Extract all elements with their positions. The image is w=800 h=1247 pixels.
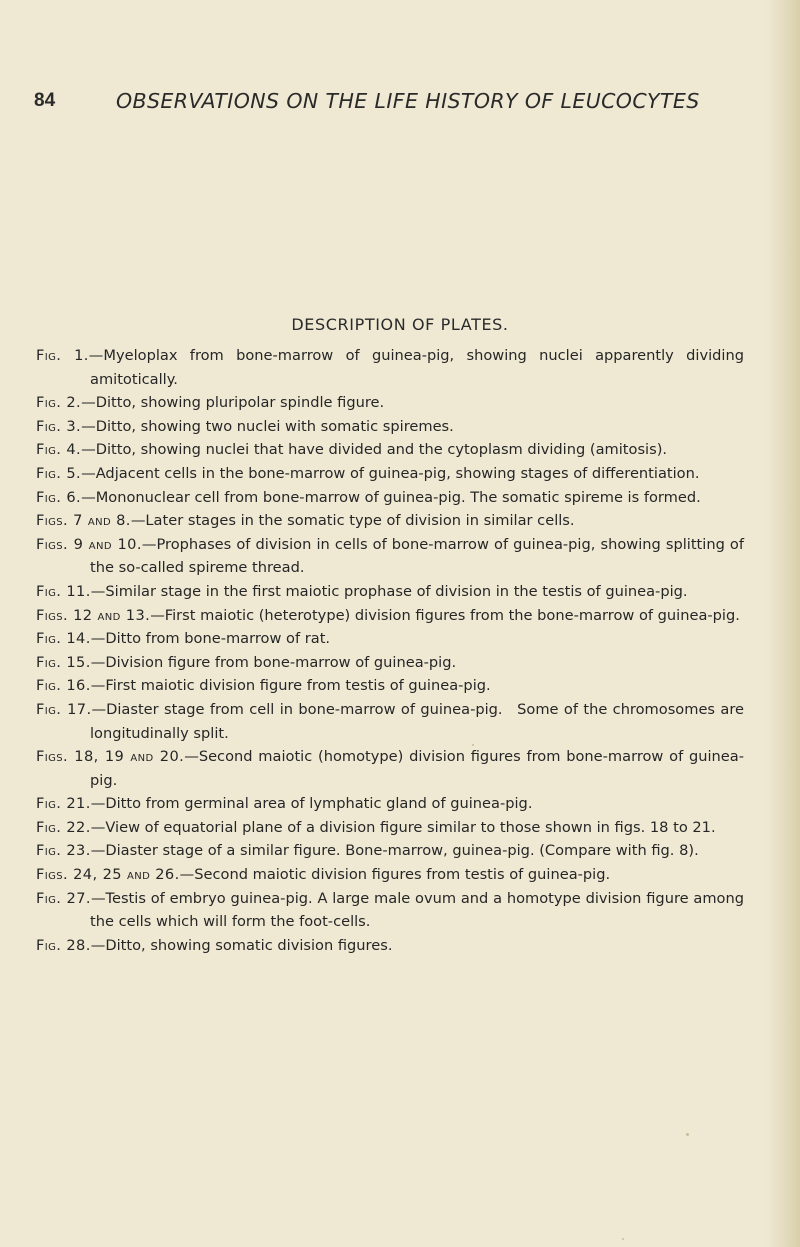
caption-figs-7-8 <box>36 509 744 533</box>
caption-label: Fig. 17. <box>36 700 92 718</box>
caption-figs-12-13 <box>36 604 744 628</box>
caption-fig-17 <box>36 698 744 745</box>
caption-label: Fig. 11. <box>36 582 91 600</box>
caption-text: —Division figure from bone-marrow of guinea-pig. <box>90 653 457 671</box>
page-number: 84 <box>34 90 56 111</box>
caption-text: —Ditto from germinal area of lymphatic gland of guinea-pig. <box>90 795 533 813</box>
caption-fig-2 <box>36 391 744 415</box>
caption-label: Fig. 21. <box>36 795 91 813</box>
caption-fig-27 <box>36 887 744 934</box>
caption-label: Fig. 1. <box>36 347 89 364</box>
paper-speck <box>472 744 474 746</box>
paper-speck <box>622 1238 624 1240</box>
caption-text: —Ditto from bone-marrow of rat. <box>90 630 331 648</box>
caption-text: —Myeloplax from bone-marrow of guinea-pig, showing nuclei apparently dividing amitotically. <box>88 347 744 388</box>
caption-figs-24-26 <box>36 863 744 887</box>
plate-captions-list <box>36 344 744 957</box>
caption-fig-21 <box>36 792 744 816</box>
caption-fig-1 <box>36 344 744 391</box>
caption-label: Fig. 2. <box>36 394 82 412</box>
caption-text: —Adjacent cells in the bone-marrow of guinea-pig, showing stages of differentiation. <box>81 464 700 482</box>
caption-text: —Diaster stage from cell in bone-marrow of guinea-pig. Some of the chromosomes are longitudinally split. <box>90 700 744 742</box>
caption-text: —Prophases of division in cells of bone-marrow of guinea-pig, showing splitting of the so-called spireme thread. <box>90 535 744 577</box>
caption-text: —Diaster stage of a similar figure. Bone-marrow, guinea-pig. (Compare with fig. 8). <box>90 842 699 860</box>
section-title: DESCRIPTION OF PLATES. <box>291 315 509 334</box>
caption-label: Fig. 15. <box>36 653 91 671</box>
caption-fig-28 <box>36 934 744 958</box>
caption-fig-5 <box>36 462 744 486</box>
caption-label: Fig. 23. <box>36 842 91 860</box>
caption-label: Figs. 12 and 13. <box>36 606 151 624</box>
caption-text: —Similar stage in the first maiotic prophase of division in the testis of guinea-pig. <box>90 582 688 600</box>
caption-fig-14 <box>36 627 744 651</box>
caption-figs-9-10 <box>36 533 744 580</box>
caption-label: Fig. 14. <box>36 630 91 648</box>
caption-text: —View of equatorial plane of a division figure similar to those shown in figs. 18 to 21. <box>90 818 716 836</box>
caption-text: —First maiotic (heterotype) division figures from the bone-marrow of guinea-pig. <box>150 606 740 624</box>
caption-text: —Ditto, showing nuclei that have divided and the cytoplasm dividing (amitosis). <box>81 441 668 459</box>
caption-fig-6 <box>36 486 744 510</box>
caption-text: —First maiotic division figure from testis of guinea-pig. <box>90 677 491 695</box>
caption-fig-11 <box>36 580 744 604</box>
caption-fig-4 <box>36 438 744 462</box>
running-head: OBSERVATIONS ON THE LIFE HISTORY OF LEUCOCYTES <box>116 89 700 113</box>
caption-label: Figs. 7 and 8. <box>36 512 131 530</box>
caption-label: Fig. 4. <box>36 441 82 459</box>
page-edge-shadow <box>766 0 800 1247</box>
caption-figs-18-20 <box>36 745 744 792</box>
paper-speck <box>686 1133 689 1136</box>
caption-label: Figs. 24, 25 and 26. <box>36 866 180 884</box>
caption-fig-15 <box>36 651 744 675</box>
caption-label: Fig. 5. <box>36 464 82 482</box>
caption-text: —Second maiotic division figures from testis of guinea-pig. <box>179 866 611 884</box>
caption-text: —Ditto, showing pluripolar spindle figure. <box>81 394 385 412</box>
caption-text: —Testis of embryo guinea-pig. A large male ovum and a homotype division figure among the cells which will form the foot-cells. <box>90 889 745 931</box>
caption-text: —Ditto, showing somatic division figures. <box>90 936 393 954</box>
caption-label: Fig. 16. <box>36 677 91 695</box>
caption-text: —Ditto, showing two nuclei with somatic spiremes. <box>81 417 454 435</box>
caption-fig-16 <box>36 674 744 698</box>
caption-label: Fig. 22. <box>36 818 91 836</box>
caption-text: —Mononuclear cell from bone-marrow of guinea-pig. The somatic spireme is formed. <box>81 488 701 506</box>
caption-label: Fig. 3. <box>36 417 82 435</box>
caption-text: —Later stages in the somatic type of division in similar cells. <box>130 512 575 530</box>
caption-fig-3 <box>36 415 744 439</box>
caption-fig-22 <box>36 816 744 840</box>
page-header <box>0 90 800 120</box>
caption-label: Fig. 6. <box>36 488 82 506</box>
caption-label: Fig. 27. <box>36 889 91 907</box>
caption-label: Figs. 9 and 10. <box>36 535 142 553</box>
caption-label: Figs. 18, 19 and 20. <box>36 748 185 766</box>
caption-label: Fig. 28. <box>36 936 91 954</box>
caption-text: —Second maiotic (homotype) division figures from bone-marrow of guinea-pig. <box>90 748 744 789</box>
caption-fig-23 <box>36 839 744 863</box>
